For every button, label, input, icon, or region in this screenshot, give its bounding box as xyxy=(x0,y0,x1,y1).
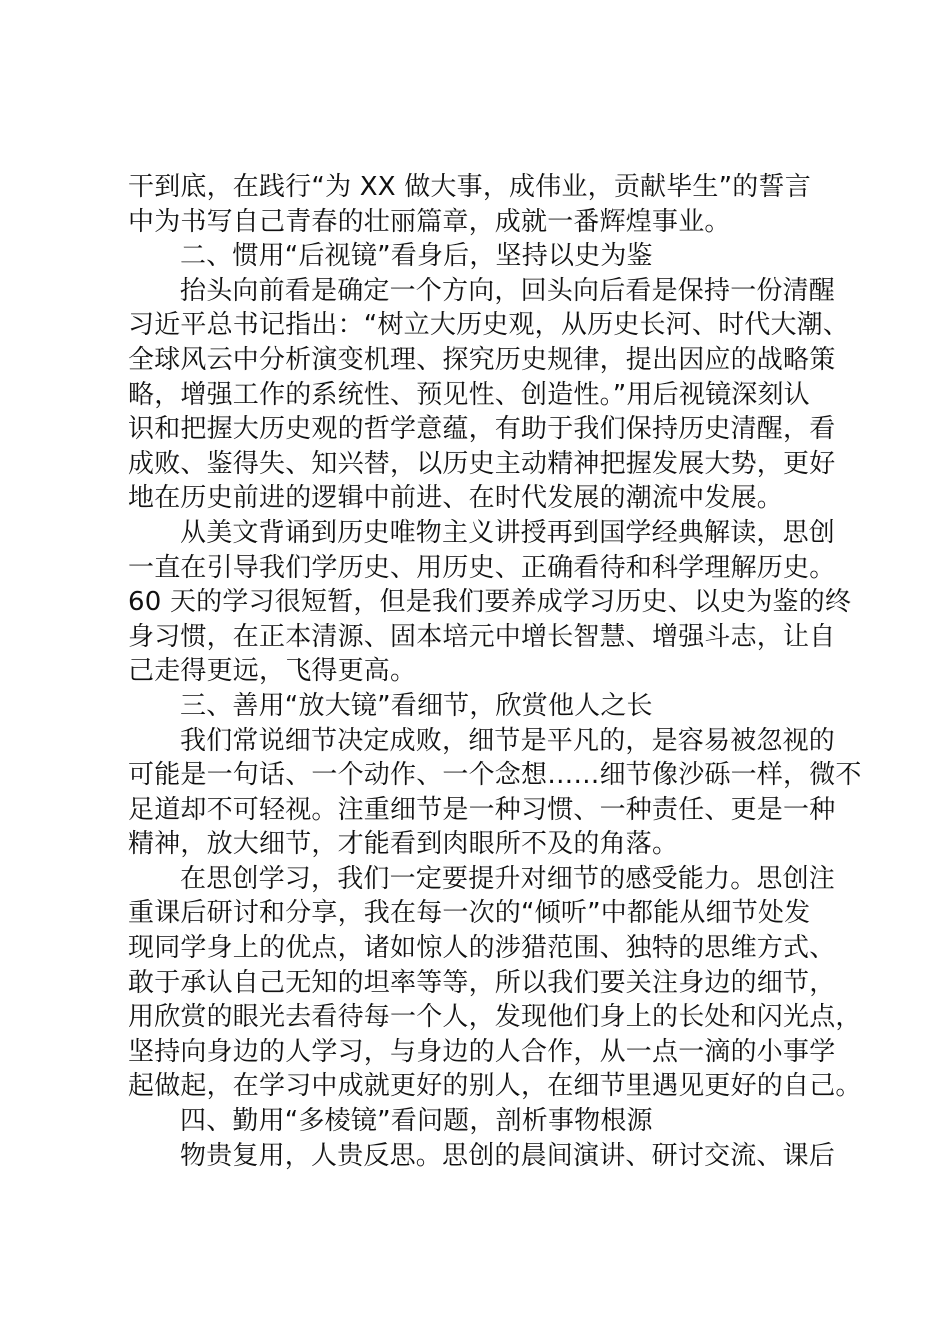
text-line: 干到底，在践行“为 XX 做大事，成伟业，贡献毕生”的誓言 xyxy=(128,172,811,202)
document-body xyxy=(128,170,862,1173)
paragraph-first-line: 四、勤用“多棱镜”看问题，剖析事物根源 xyxy=(180,1106,653,1137)
text-line: 敢于承认自己无知的坦率等等，所以我们要关注身边的细节， xyxy=(128,967,836,998)
text-line: 全球风云中分析演变机理、探究历史规律，提出因应的战略策 xyxy=(128,344,836,375)
text-line: 习近平总书记指出：“树立大历史观，从历史长河、时代大潮、 xyxy=(128,310,850,341)
text-line: 起做起，在学习中成就更好的别人，在细节里遇见更好的自己。 xyxy=(128,1071,862,1102)
paragraph-first-line: 二、惯用“后视镜”看身后，坚持以史为鉴 xyxy=(180,241,653,272)
text-line: 中为书写自己青春的壮丽篇章，成就一番辉煌事业。 xyxy=(128,206,731,237)
text-line: 地在历史前进的逻辑中前进、在时代发展的潮流中发展。 xyxy=(128,483,784,514)
text-line: 己走得更远，飞得更高。 xyxy=(128,656,417,687)
text-line: 重课后研讨和分享，我在每一次的“倾听”中都能从细节处发 xyxy=(128,898,811,929)
text-line: 足道却不可轻视。注重细节是一种习惯、一种责任、更是一种 xyxy=(128,794,836,825)
paragraph-first-line: 三、善用“放大镜”看细节，欣赏他人之长 xyxy=(180,690,653,721)
text-line: 一直在引导我们学历史、用历史、正确看待和科学理解历史。 xyxy=(128,552,836,583)
text-line: 识和把握大历史观的哲学意蕴，有助于我们保持历史清醒，看 xyxy=(128,414,836,445)
paragraph-first-line: 我们常说细节决定成败，细节是平凡的，是容易被忽视的 xyxy=(180,725,836,756)
text-line: 现同学身上的优点，诸如惊人的涉猎范围、独特的思维方式、 xyxy=(128,933,836,964)
paragraph-first-line: 物贵复用，人贵反思。思创的晨间演讲、研讨交流、课后 xyxy=(180,1140,836,1171)
text-line: 用欣赏的眼光去看待每一个人，发现他们身上的长处和闪光点， xyxy=(128,1002,862,1033)
paragraph-first-line: 在思创学习，我们一定要提升对细节的感受能力。思创注 xyxy=(180,863,836,894)
text-line: 成败、鉴得失、知兴替，以历史主动精神把握发展大势，更好 xyxy=(128,448,836,479)
text-line: 可能是一句话、一个动作、一个念想……细节像沙砾一样，微不 xyxy=(128,760,862,791)
text-line: 精神，放大细节，才能看到肉眼所不及的角落。 xyxy=(128,829,679,860)
text-line: 略，增强工作的系统性、预见性、创造性。”用后视镜深刻认 xyxy=(128,379,810,410)
text-line: 60 天的学习很短暂，但是我们要养成学习历史、以史为鉴的终 xyxy=(128,587,852,618)
text-line: 坚持向身边的人学习，与身边的人合作，从一点一滴的小事学 xyxy=(128,1036,836,1067)
text-line: 身习惯，在正本清源、固本培元中增长智慧、增强斗志，让自 xyxy=(128,621,836,652)
paragraph-first-line: 抬头向前看是确定一个方向，回头向后看是保持一份清醒 xyxy=(180,275,836,306)
paragraph-first-line: 从美文背诵到历史唯物主义讲授再到国学经典解读，思创 xyxy=(180,517,836,548)
